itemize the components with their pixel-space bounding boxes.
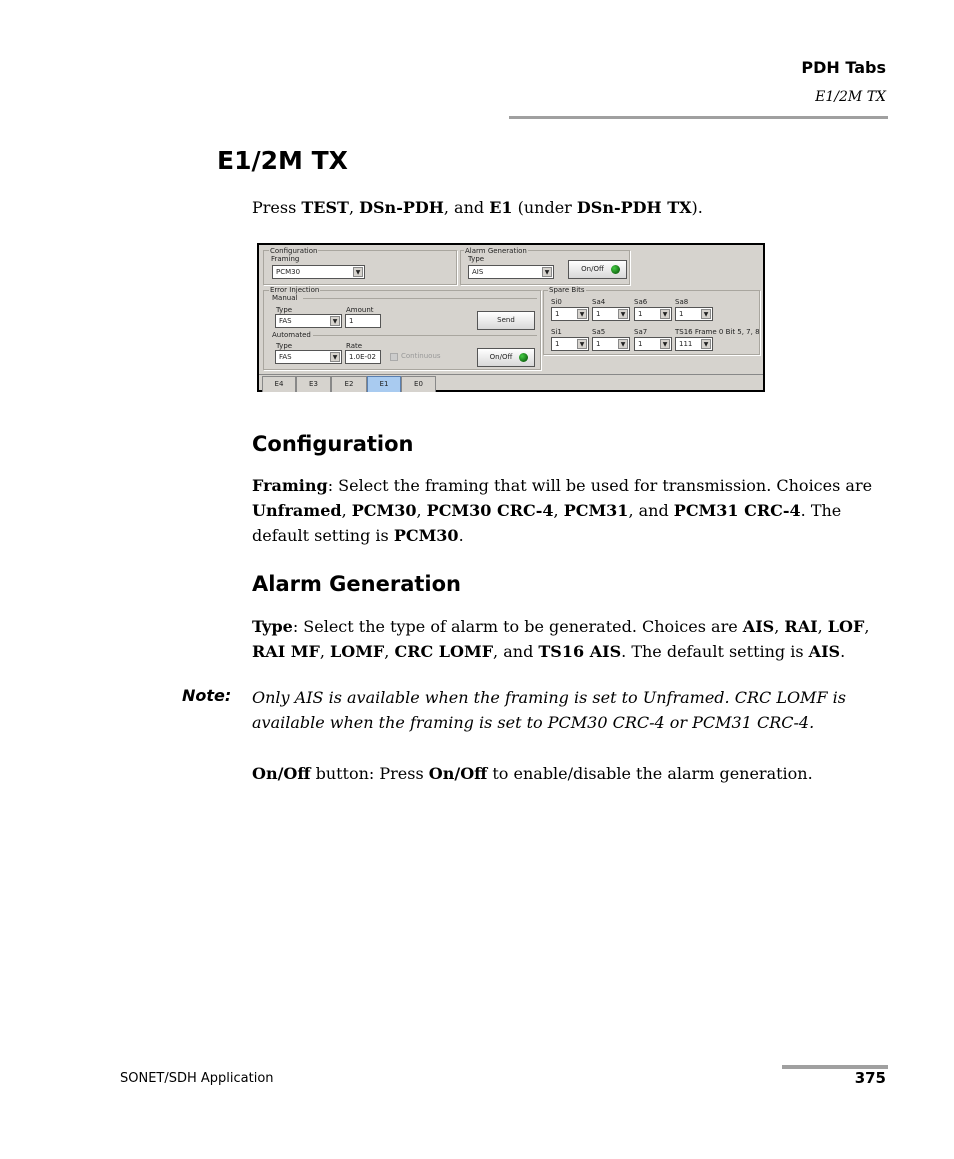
configuration-heading: Configuration	[252, 432, 414, 456]
continuous-label: Continuous	[401, 352, 441, 360]
footer-title: SONET/SDH Application	[120, 1071, 274, 1086]
page-number: 375	[854, 1069, 886, 1087]
running-header-section: PDH Tabs	[801, 58, 886, 77]
framing-label: Framing	[271, 255, 300, 263]
spare-bit-label: Sa5	[592, 328, 606, 336]
spare-bit-label: Sa7	[634, 328, 648, 336]
spare-bit-dropdown[interactable]: 1 ▼	[592, 307, 630, 321]
alarm-type-label: Type	[468, 255, 485, 263]
chevron-down-icon: ▼	[660, 339, 670, 349]
alarm-generation-label: Alarm Generation	[465, 247, 527, 255]
status-led-icon	[519, 353, 528, 362]
tab-e0[interactable]: E0	[401, 376, 436, 392]
alarm-type-paragraph: Type: Select the type of alarm to be generated. Choices are AIS, RAI, LOF, RAI MF, LOMF, CRC LOMF, and TS16 AIS. The default setting is AIS.	[252, 617, 870, 661]
spare-bits-label: Spare Bits	[549, 286, 585, 294]
spare-bit-label: Sa8	[675, 298, 689, 306]
spare-bit-dropdown[interactable]: 111 ▼	[675, 337, 713, 351]
spare-bit-dropdown[interactable]: 1 ▼	[551, 337, 589, 351]
tab-e3[interactable]: E3	[296, 376, 331, 392]
rate-label: Rate	[346, 342, 363, 350]
framing-paragraph: Framing: Select the framing that will be used for transmission. Choices are Unframed, PCM30, PCM30 CRC-4, PCM31, and PCM31 CRC-4. The default setting is PCM30.	[252, 476, 873, 545]
onoff-paragraph: On/Off button: Press On/Off to enable/disable the alarm generation.	[252, 764, 813, 783]
manual-type-label: Type	[276, 306, 293, 314]
send-button[interactable]: Send	[477, 311, 535, 330]
auto-onoff-button[interactable]: On/Off	[477, 348, 535, 367]
alarm-onoff-button[interactable]: On/Off	[568, 260, 627, 279]
spare-bit-dropdown[interactable]: 1 ▼	[634, 307, 672, 321]
chevron-down-icon: ▼	[353, 267, 363, 277]
note-text: Only AIS is available when the framing is set to Unframed. CRC LOMF is available when the framing is set to PCM30 CRC-4 or PCM31 CRC-4.	[252, 688, 846, 732]
chevron-down-icon: ▼	[660, 309, 670, 319]
continuous-checkbox[interactable]	[390, 353, 398, 361]
spare-bit-dropdown[interactable]: 1 ▼	[592, 337, 630, 351]
amount-input[interactable]: 1	[345, 314, 381, 328]
chevron-down-icon: ▼	[330, 352, 340, 362]
automated-separator	[313, 335, 537, 336]
manual-type-dropdown[interactable]: FAS ▼	[275, 314, 342, 328]
spare-bit-dropdown[interactable]: 1 ▼	[634, 337, 672, 351]
chevron-down-icon: ▼	[618, 339, 628, 349]
automated-label: Automated	[272, 331, 311, 339]
framing-dropdown[interactable]: PCM30 ▼	[272, 265, 365, 279]
spare-bit-dropdown[interactable]: 1 ▼	[675, 307, 713, 321]
spare-bit-label: Si1	[551, 328, 562, 336]
tab-e1[interactable]: E1	[367, 376, 401, 392]
rate-input[interactable]: 1.0E-02	[345, 350, 381, 364]
spare-bit-dropdown[interactable]: 1 ▼	[551, 307, 589, 321]
chevron-down-icon: ▼	[542, 267, 552, 277]
chevron-down-icon: ▼	[701, 309, 711, 319]
manual-separator	[303, 298, 537, 299]
tab-e4[interactable]: E4	[262, 376, 296, 392]
spare-bit-label: TS16 Frame 0 Bit 5, 7, 8	[675, 328, 760, 336]
configuration-label: Configuration	[270, 247, 318, 255]
status-led-icon	[611, 265, 620, 274]
page-title: E1/2M TX	[217, 146, 348, 175]
alarm-generation-heading: Alarm Generation	[252, 572, 461, 596]
chevron-down-icon: ▼	[618, 309, 628, 319]
spare-bit-label: Sa6	[634, 298, 648, 306]
manual-label: Manual	[272, 294, 298, 302]
running-header-subsection: E1/2M TX	[815, 89, 886, 105]
chevron-down-icon: ▼	[577, 309, 587, 319]
chevron-down-icon: ▼	[330, 316, 340, 326]
chevron-down-icon: ▼	[577, 339, 587, 349]
intro-paragraph: Press TEST, DSn-PDH, and E1 (under DSn-PDH TX).	[252, 198, 703, 217]
auto-type-label: Type	[276, 342, 293, 350]
chevron-down-icon: ▼	[701, 339, 711, 349]
tab-e2[interactable]: E2	[331, 376, 367, 392]
spare-bit-label: Si0	[551, 298, 562, 306]
error-injection-label: Error Injection	[270, 286, 320, 294]
header-rule	[509, 116, 888, 119]
note-label: Note:	[182, 686, 232, 705]
auto-type-dropdown[interactable]: FAS ▼	[275, 350, 342, 364]
alarm-type-dropdown[interactable]: AIS ▼	[468, 265, 554, 279]
spare-bit-label: Sa4	[592, 298, 606, 306]
e1-tx-screenshot	[257, 243, 765, 392]
amount-label: Amount	[346, 306, 374, 314]
